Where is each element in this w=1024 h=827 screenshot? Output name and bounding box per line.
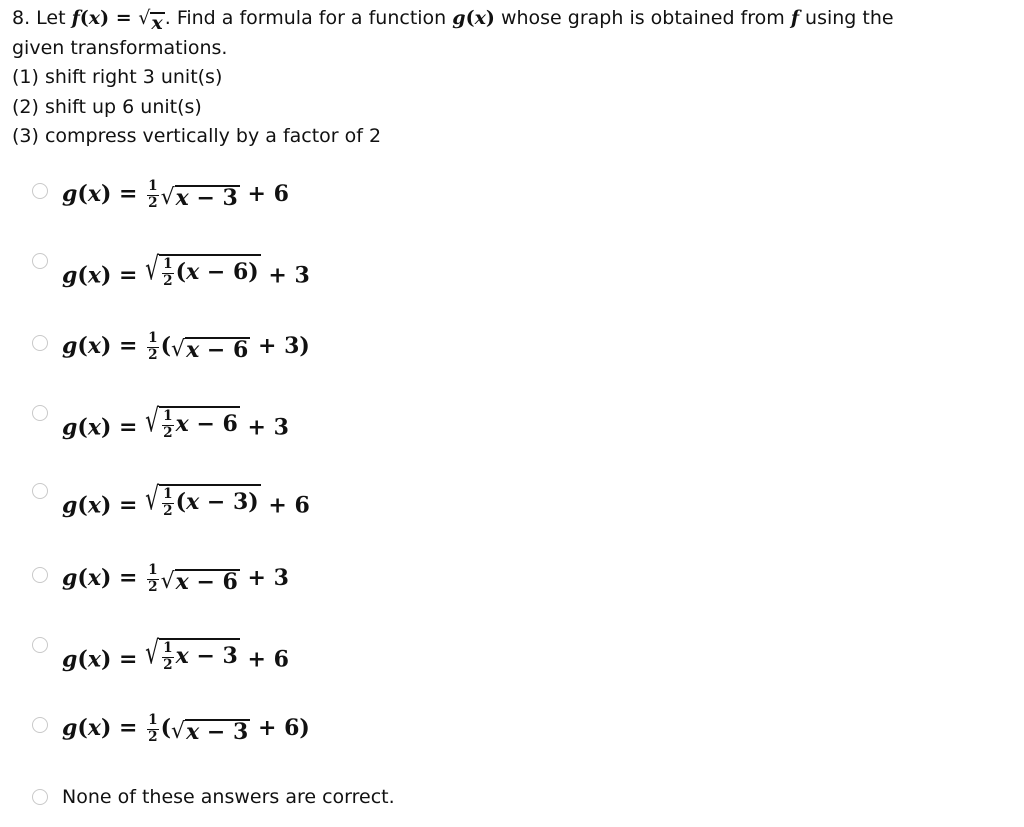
choice-8[interactable] [32, 699, 310, 759]
choice-6[interactable] [32, 549, 289, 609]
f-definition: f(x) = √ x [72, 7, 165, 29]
question-number: 8. Let [12, 7, 66, 29]
choice-5-formula: g(x) = √ $\frac{1}{2}$ (x − 3) + 6 [62, 481, 310, 519]
step-2: (2) shift up 6 unit(s) [12, 95, 202, 118]
choice-1[interactable] [32, 165, 289, 225]
choice-2[interactable] [32, 241, 310, 301]
choice-2-formula: g(x) = √ $\frac{1}{2}$ (x − 6) + 3 [62, 251, 310, 289]
choice-7-formula: g(x) = √ $\frac{1}{2}$ x − 3 + 6 [62, 635, 289, 673]
choice-1-formula: g(x) = $\frac{1}{2}$ √ x − 3 + 6 [62, 177, 289, 212]
choice-3-formula: g(x) = $\frac{1}{2}$ ( √ x − 6 + 3) [62, 329, 310, 364]
radio-button[interactable] [32, 717, 48, 733]
step-3: (3) compress vertically by a factor of 2 [12, 125, 382, 147]
f-reference: f [790, 7, 799, 29]
choice-5[interactable] [32, 471, 310, 531]
choice-8-formula: g(x) = $\frac{1}{2}$ ( √ x − 3 + 6) [62, 711, 310, 746]
radio-button[interactable] [32, 789, 48, 805]
radio-button[interactable] [32, 183, 48, 199]
choice-9-label: None of these answers are correct. [62, 786, 395, 808]
radio-button[interactable] [32, 253, 48, 269]
radio-button[interactable] [32, 483, 48, 499]
choice-4-formula: g(x) = √ $\frac{1}{2}$ x − 6 + 3 [62, 403, 289, 441]
step-1: (1) shift right 3 unit(s) [12, 66, 223, 88]
choice-4[interactable] [32, 393, 289, 453]
choice-7[interactable] [32, 625, 289, 685]
choice-9[interactable] [32, 767, 395, 827]
question-line-1: 8. Let f(x) = √ x . Find a formula for a function g(x) whose graph is obtained from f using the [12, 4, 1016, 34]
radio-button[interactable] [32, 637, 48, 653]
choice-3[interactable] [32, 317, 310, 377]
radio-button[interactable] [32, 567, 48, 583]
sqrt-x: √ x [138, 7, 163, 34]
g-function: g(x) [452, 7, 495, 29]
question-text [12, 4, 1016, 152]
radio-button[interactable] [32, 405, 48, 421]
question-line-2: given transformations. [12, 36, 228, 59]
choice-6-formula: g(x) = $\frac{1}{2}$ √ x − 6 + 3 [62, 561, 289, 596]
radio-button[interactable] [32, 335, 48, 351]
